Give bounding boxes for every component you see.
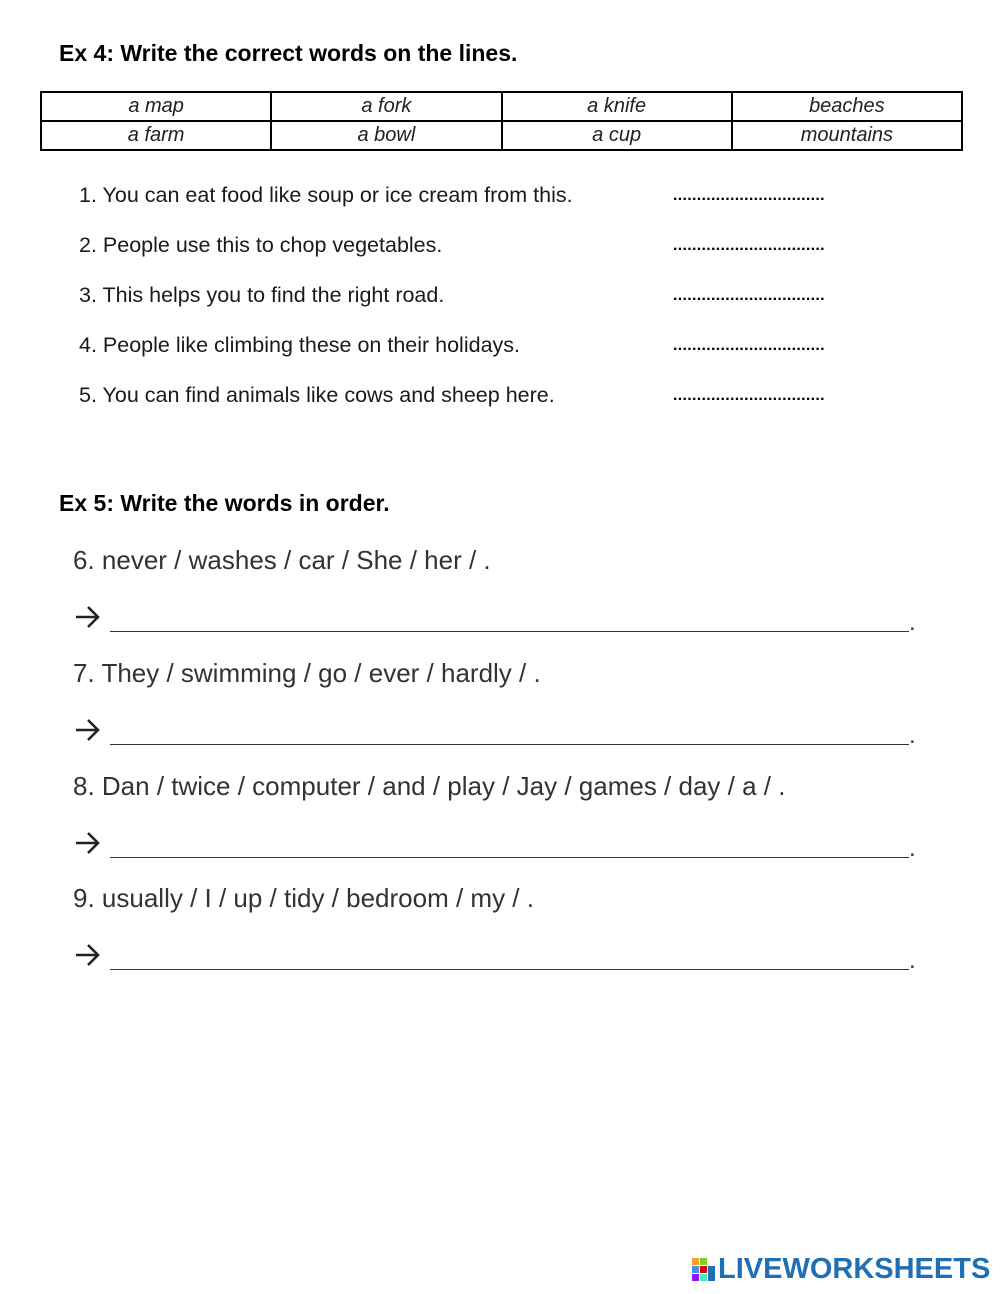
ex4-title: Ex 4: Write the correct words on the lines. xyxy=(59,40,518,66)
answer-line-8[interactable] xyxy=(73,827,923,867)
word-bank-cell: a cup xyxy=(502,121,732,150)
order-item-7: 7. They / swimming / go / ever / hardly / . xyxy=(73,658,541,688)
liveworksheets-logo-icon xyxy=(691,1257,717,1283)
arrow-right-icon xyxy=(73,827,103,859)
word-bank-cell: beaches xyxy=(732,92,962,121)
question-4: 4. People like climbing these on their holidays. xyxy=(79,333,521,357)
arrow-right-icon xyxy=(73,714,103,746)
word-bank-cell: a knife xyxy=(502,92,732,121)
question-5: 5. You can find animals like cows and sheep here. xyxy=(79,383,555,407)
word-bank-table xyxy=(40,91,963,151)
answer-blank-3[interactable]: ................................ xyxy=(673,287,825,304)
order-item-9: 9. usually / I / up / tidy / bedroom / my / . xyxy=(73,883,534,913)
word-bank-cell: a map xyxy=(41,92,271,121)
answer-underline[interactable] xyxy=(110,969,909,970)
order-item-6: 6. never / washes / car / She / her / . xyxy=(73,545,491,575)
question-1: 1. You can eat food like soup or ice cream from this. xyxy=(79,183,573,207)
word-bank-cell: a farm xyxy=(41,121,271,150)
logo-text: LIVEWORKSHEETS xyxy=(718,1253,991,1285)
line-end-period: . xyxy=(909,835,916,862)
answer-underline[interactable] xyxy=(110,631,909,632)
ex5-title: Ex 5: Write the words in order. xyxy=(59,490,390,516)
word-bank-cell: mountains xyxy=(732,121,962,150)
answer-blank-1[interactable]: ................................ xyxy=(673,187,825,204)
line-end-period: . xyxy=(909,947,916,974)
liveworksheets-logo[interactable] xyxy=(691,1253,991,1287)
word-bank-row xyxy=(41,121,962,150)
answer-line-6[interactable] xyxy=(73,601,923,641)
answer-blank-4[interactable]: ................................ xyxy=(673,337,825,354)
answer-line-7[interactable] xyxy=(73,714,923,754)
answer-line-9[interactable] xyxy=(73,939,923,979)
question-3: 3. This helps you to find the right road. xyxy=(79,283,445,307)
order-item-8: 8. Dan / twice / computer / and / play / Jay / games / day / a / . xyxy=(73,771,786,801)
answer-blank-5[interactable]: ................................ xyxy=(673,387,825,404)
line-end-period: . xyxy=(909,609,916,636)
line-end-period: . xyxy=(909,722,916,749)
arrow-right-icon xyxy=(73,939,103,971)
word-bank-row xyxy=(41,92,962,121)
answer-blank-2[interactable]: ................................ xyxy=(673,237,825,254)
word-bank-cell: a bowl xyxy=(271,121,501,150)
answer-underline[interactable] xyxy=(110,857,909,858)
answer-underline[interactable] xyxy=(110,744,909,745)
arrow-right-icon xyxy=(73,601,103,633)
word-bank-cell: a fork xyxy=(271,92,501,121)
question-2: 2. People use this to chop vegetables. xyxy=(79,233,443,257)
